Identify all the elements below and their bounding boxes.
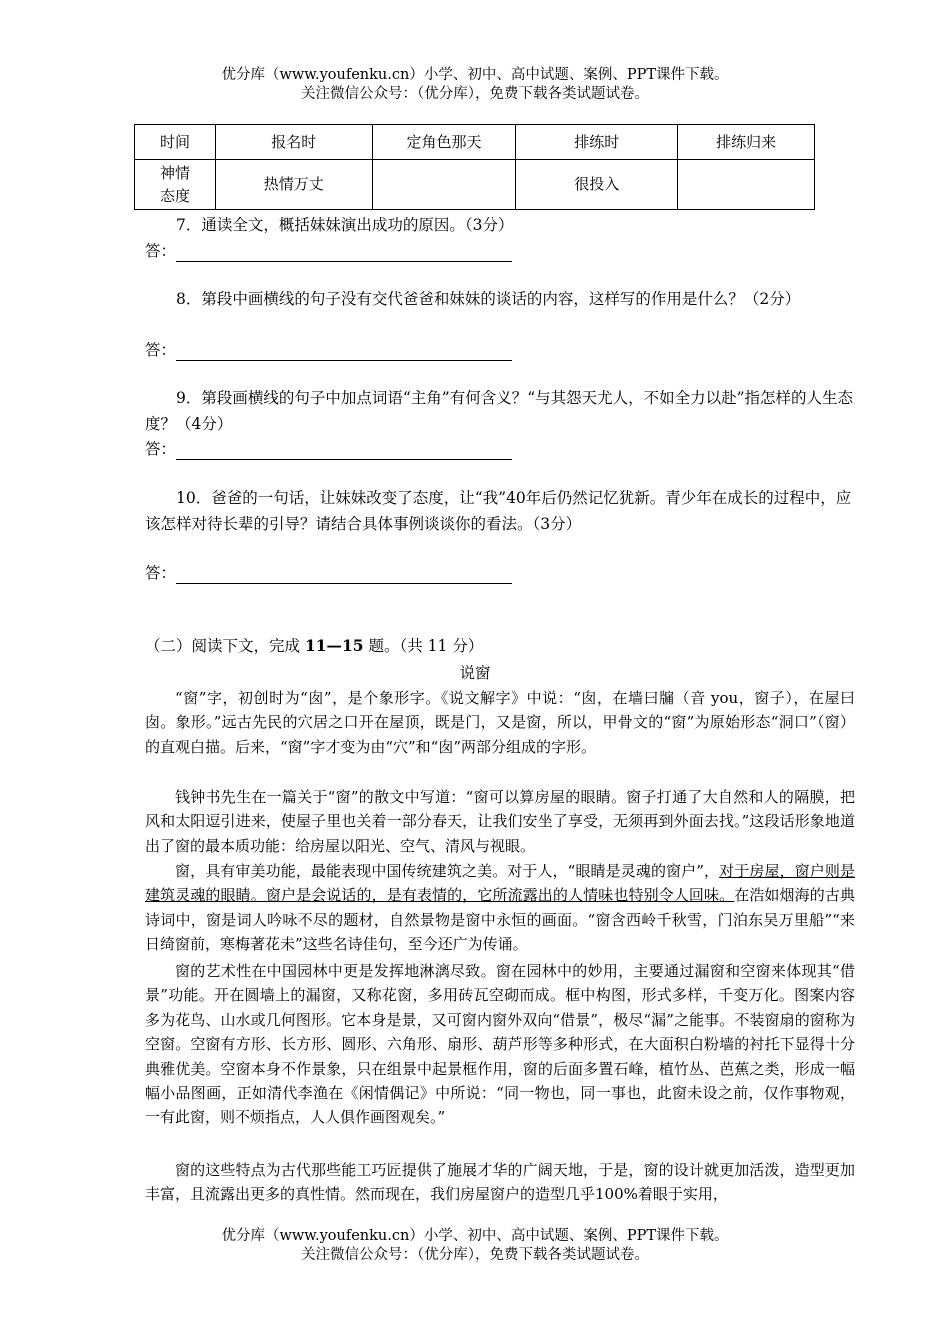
essay-paragraph-2: 钱钟书先生在一篇关于“窗”的散文中写道：“窗可以算房屋的眼睛。窗子打通了大自然和人的隔膜，把风和太阳逗引进来，使屋子里也关着一部分春天，让我们安坐了享受，无须再到外面去找。”这段话形象地道出了窗的最本质功能：给房屋以阳光、空气、清风与视眼。 — [145, 788, 855, 855]
answer-line[interactable] — [176, 444, 512, 460]
footer-line-2: 关注微信公众号：（优分库），免费下载各类试题试卷。 — [301, 1247, 649, 1263]
question-10-text: 10．爸爸的一句话，让妹妹改变了态度，让“我”40年后仍然记忆犹新。青少年在成长的过程中，应该怎样对待长辈的引导？请结合具体事例谈谈你的看法。（3分） — [145, 489, 852, 533]
answer-label: 答： — [145, 564, 177, 582]
question-9 — [145, 385, 855, 437]
table-cell-blank — [678, 160, 815, 210]
answer-line[interactable] — [176, 246, 512, 262]
question-9-text: 9．第段画横线的句子中加点词语“主角”有何含义？“与其怨天尤人，不如全力以赴”指怎样的人生态度？（4分） — [145, 389, 854, 433]
answer-line[interactable] — [176, 568, 512, 584]
table-row — [135, 160, 815, 210]
footer-line-1: 优分库（www.youfenku.cn）小学、初中、高中试题、案例、PPT课件下载。 — [221, 1228, 729, 1244]
answer-label: 答： — [145, 440, 177, 458]
section-2-heading: （二）阅读下文，完成 11—15 题。（共 11 分） — [145, 636, 484, 655]
answer-7 — [145, 240, 512, 262]
row-label-line-1: 神情 — [159, 163, 190, 182]
header-line-2: 关注微信公众号：（优分库），免费下载各类试题试卷。 — [301, 86, 649, 102]
answer-label: 答： — [145, 242, 177, 260]
essay-paragraph-3: 窗，具有审美功能，最能表现中国传统建筑之美。对于人，“眼睛是灵魂的窗户”，对于房屋，窗户则是建筑灵魂的眼睛。窗户是会说话的，是有表情的，它所流露出的人情味也特别令人回味。在浩如烟海的古典诗词中，窗是词人吟咏不尽的题材，自然景物是窗中永恒的画面。“窗含西岭千秋雪，门泊东吴万里船”“来日绮窗前，寒梅著花未”这些名诗佳句，至今还广为传诵。 — [145, 862, 855, 954]
answer-10 — [145, 562, 512, 584]
answer-line[interactable] — [176, 345, 512, 361]
table-cell-blank — [372, 160, 516, 210]
underlined-sentence: 对于房屋，窗户则是建筑灵魂的眼睛。窗户是会说话的，是有表情的，它所流露出的人情味也特别令人回味。 — [145, 862, 855, 905]
question-8-text: 8．第段中画横线的句子没有交代爸爸和妹妹的谈话的内容，这样写的作用是什么？（2分） — [176, 290, 801, 308]
table-cell: 热情万丈 — [215, 160, 372, 210]
attitude-table — [134, 124, 815, 210]
table-header-row — [135, 125, 815, 160]
question-10 — [145, 485, 855, 537]
essay-title: 说窗 — [459, 664, 491, 682]
table-cell: 很投入 — [516, 160, 678, 210]
page-header — [0, 66, 950, 104]
table-header-cell: 时间 — [135, 125, 216, 160]
essay-paragraph-1: “窗”字，初创时为“囱”，是个象形字。《说文解字》中说：“囱，在墙曰牖（音 you，窗子），在屋曰囱。象形。”远古先民的穴居之口开在屋顶，既是门，又是窗，所以，甲骨文的“窗”为原始形态“洞口”（窗）的直观白描。后来，“窗”字才变为由“穴”和“囱”两部分组成的字形。 — [145, 689, 855, 756]
answer-9 — [145, 438, 512, 460]
question-range: 11—15 — [304, 636, 364, 655]
table-header-cell: 排练归来 — [678, 125, 815, 160]
question-8 — [145, 286, 855, 312]
header-line-1: 优分库（www.youfenku.cn）小学、初中、高中试题、案例、PPT课件下载。 — [221, 67, 729, 83]
question-7-text: 7．通读全文，概括妹妹演出成功的原因。（3分） — [176, 216, 514, 234]
row-label-line-2: 态度 — [159, 186, 190, 205]
table-header-cell: 报名时 — [215, 125, 372, 160]
table-header-cell: 定角色那天 — [372, 125, 516, 160]
answer-8 — [145, 339, 512, 361]
page-footer — [0, 1227, 950, 1265]
question-7 — [145, 212, 855, 238]
table-header-cell: 排练时 — [516, 125, 678, 160]
essay-paragraph-5: 窗的这些特点为古代那些能工巧匠提供了施展才华的广阔天地，于是，窗的设计就更加活泼，造型更加丰富，且流露出更多的真性情。然而现在，我们房屋窗户的造型几乎100%着眼于实用， — [145, 1161, 855, 1204]
answer-label: 答： — [145, 341, 177, 359]
table-row-label — [135, 160, 216, 210]
essay-paragraph-4: 窗的艺术性在中国园林中更是发挥地淋漓尽致。窗在园林中的妙用，主要通过漏窗和空窗来体现其“借景”功能。开在圆墙上的漏窗，又称花窗，多用砖瓦空砌而成。框中构图，形式多样，千变万化。图案内容多为花鸟、山水或几何图形。它本身是景，又可窗内窗外双向“借景”，极尽“漏”之能事。不装窗扇的窗称为空窗。空窗有方形、长方形、圆形、六角形、扇形、葫芦形等多种形式，在大面积白粉墙的衬托下显得十分典雅优美。空窗本身不作景象，只在组景中起景框作用，窗的后面多置石峰，植竹丛、芭蕉之类，形成一幅幅小品图画，正如清代李渔在《闲情偶记》中所说：“同一物也，同一事也，此窗未设之前，仅作事物观，一有此窗，则不烦指点，人人俱作画图观矣。” — [145, 962, 855, 1127]
